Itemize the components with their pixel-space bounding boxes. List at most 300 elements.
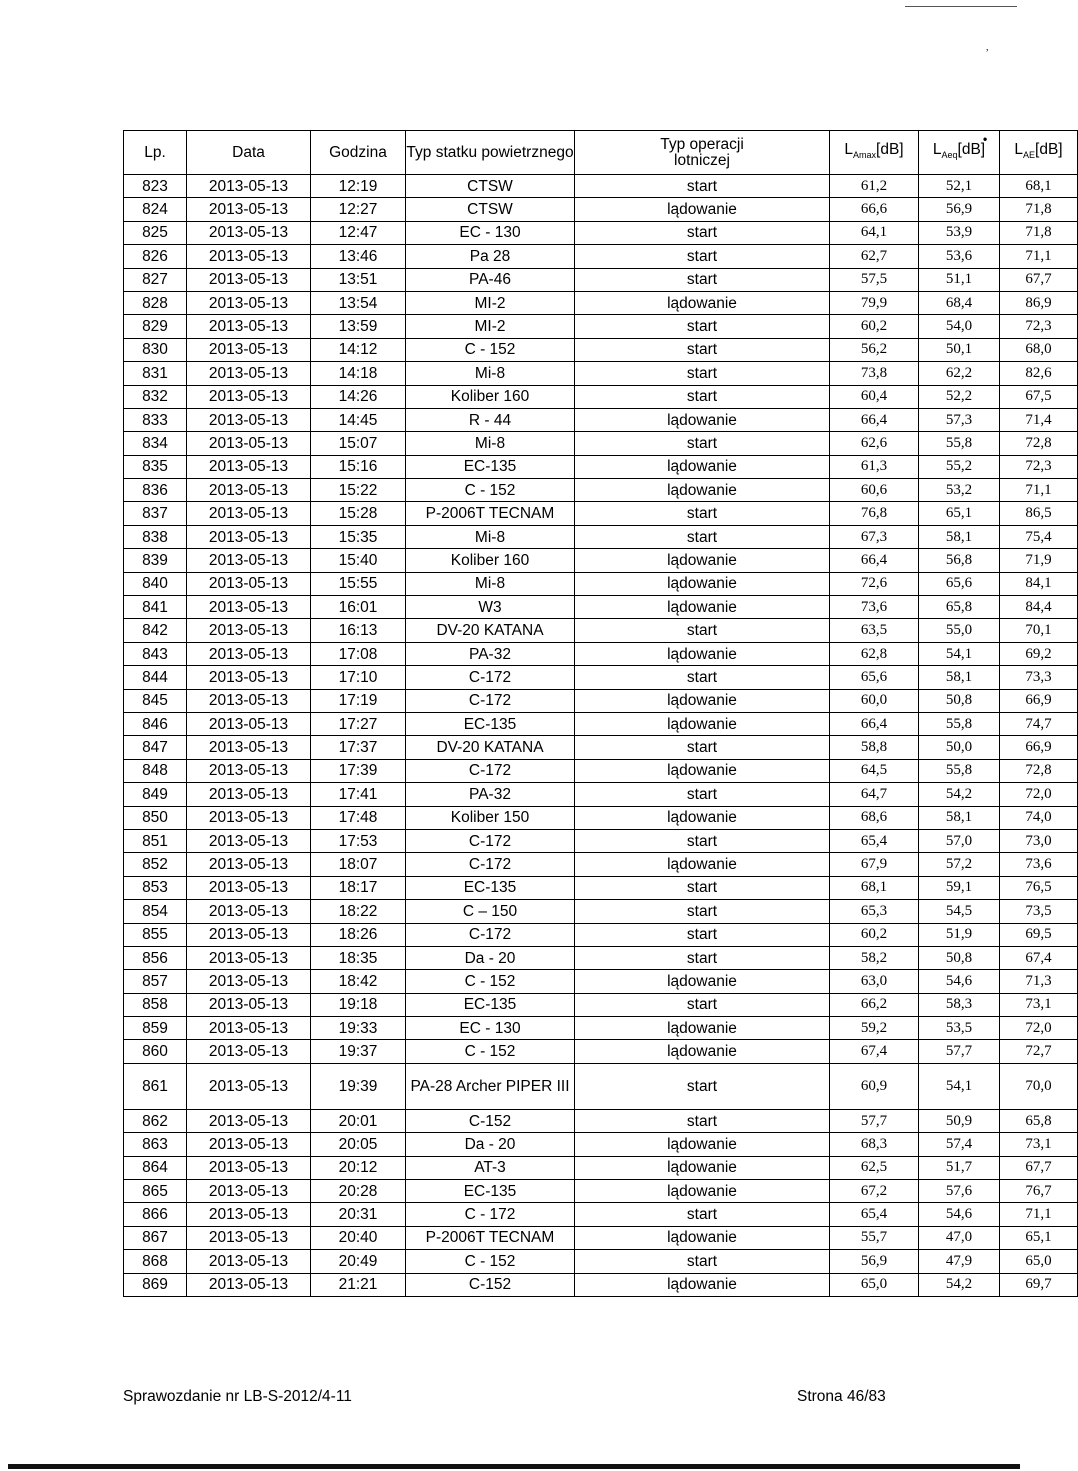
cell-lp: 858 [124,993,187,1016]
cell-date: 2013-05-13 [187,970,311,993]
cell-aircraft: R - 44 [406,408,575,431]
cell-aircraft: Mi-8 [406,525,575,548]
cell-laeq: 65,1 [919,502,1000,525]
table-row [124,783,1078,806]
cell-lae: 68,1 [1000,175,1078,198]
cell-operation: start [575,1109,830,1132]
table-row [124,175,1078,198]
header-godzina: Godzina [311,131,406,175]
cell-date: 2013-05-13 [187,712,311,735]
cell-lp: 852 [124,853,187,876]
cell-laeq: 52,2 [919,385,1000,408]
flight-noise-table [123,130,1078,1297]
cell-laeq: 47,9 [919,1250,1000,1273]
cell-laeq: 57,7 [919,1040,1000,1063]
cell-operation: lądowanie [575,198,830,221]
cell-lae: 72,8 [1000,432,1078,455]
cell-lamax: 65,3 [830,900,919,923]
header-laeq: $L_{Aeq}[dB]$ [919,131,1000,175]
cell-lp: 827 [124,268,187,291]
cell-laeq: 53,6 [919,245,1000,268]
cell-lamax: 73,6 [830,596,919,619]
cell-lamax: 58,8 [830,736,919,759]
cell-operation: lądowanie [575,759,830,782]
table-row [124,946,1078,969]
table-row [124,712,1078,735]
cell-lae: 71,8 [1000,198,1078,221]
cell-lae: 70,1 [1000,619,1078,642]
cell-lae: 72,0 [1000,783,1078,806]
cell-operation: start [575,525,830,548]
cell-time: 18:17 [311,876,406,899]
cell-laeq: 54,6 [919,1203,1000,1226]
cell-lamax: 67,3 [830,525,919,548]
cell-lamax: 66,4 [830,408,919,431]
cell-time: 19:39 [311,1063,406,1109]
table-row [124,900,1078,923]
cell-lamax: 55,7 [830,1226,919,1249]
cell-laeq: 65,6 [919,572,1000,595]
table-row [124,1250,1078,1273]
cell-lamax: 57,7 [830,1109,919,1132]
cell-operation: start [575,432,830,455]
cell-operation: start [575,900,830,923]
cell-laeq: 54,1 [919,1063,1000,1109]
cell-aircraft: EC - 130 [406,221,575,244]
table-row [124,1273,1078,1296]
cell-date: 2013-05-13 [187,572,311,595]
cell-laeq: 51,9 [919,923,1000,946]
cell-aircraft: C - 152 [406,338,575,361]
cell-lae: 71,3 [1000,970,1078,993]
cell-lae: 75,4 [1000,525,1078,548]
table-row [124,315,1078,338]
cell-time: 21:21 [311,1273,406,1296]
table-row [124,619,1078,642]
cell-operation: start [575,502,830,525]
cell-lp: 833 [124,408,187,431]
cell-time: 13:46 [311,245,406,268]
cell-time: 18:22 [311,900,406,923]
cell-date: 2013-05-13 [187,549,311,572]
cell-lp: 849 [124,783,187,806]
cell-operation: start [575,1063,830,1109]
cell-lp: 860 [124,1040,187,1063]
cell-date: 2013-05-13 [187,736,311,759]
cell-lp: 839 [124,549,187,572]
cell-aircraft: C-172 [406,689,575,712]
cell-aircraft: Mi-8 [406,362,575,385]
cell-lamax: 73,8 [830,362,919,385]
cell-aircraft: EC-135 [406,1180,575,1203]
cell-lamax: 66,6 [830,198,919,221]
cell-lae: 84,4 [1000,596,1078,619]
cell-time: 20:01 [311,1109,406,1132]
cell-operation: lądowanie [575,642,830,665]
table-row [124,1133,1078,1156]
cell-laeq: 59,1 [919,876,1000,899]
cell-lp: 832 [124,385,187,408]
cell-time: 15:22 [311,479,406,502]
cell-time: 20:31 [311,1203,406,1226]
cell-date: 2013-05-13 [187,1273,311,1296]
cell-operation: start [575,268,830,291]
cell-aircraft: Mi-8 [406,572,575,595]
header-typ-statku: Typ statku powietrznego [406,131,575,175]
cell-lae: 76,7 [1000,1180,1078,1203]
cell-operation: lądowanie [575,479,830,502]
cell-lp: 845 [124,689,187,712]
cell-operation: start [575,1250,830,1273]
cell-lp: 840 [124,572,187,595]
cell-operation: start [575,315,830,338]
cell-laeq: 58,3 [919,993,1000,1016]
cell-lamax: 67,2 [830,1180,919,1203]
cell-operation: lądowanie [575,596,830,619]
cell-lp: 846 [124,712,187,735]
cell-operation: start [575,245,830,268]
cell-aircraft: DV-20 KATANA [406,736,575,759]
cell-aircraft: Koliber 150 [406,806,575,829]
cell-date: 2013-05-13 [187,362,311,385]
table-row [124,970,1078,993]
cell-date: 2013-05-13 [187,198,311,221]
table-row [124,502,1078,525]
cell-lp: 838 [124,525,187,548]
table-row [124,596,1078,619]
cell-aircraft: C - 172 [406,1203,575,1226]
cell-lamax: 60,4 [830,385,919,408]
cell-lp: 861 [124,1063,187,1109]
cell-aircraft: PA-32 [406,642,575,665]
table-row [124,1180,1078,1203]
cell-operation: lądowanie [575,853,830,876]
cell-aircraft: MI-2 [406,291,575,314]
cell-time: 17:08 [311,642,406,665]
cell-time: 15:40 [311,549,406,572]
cell-time: 17:10 [311,666,406,689]
cell-lae: 68,0 [1000,338,1078,361]
cell-lamax: 76,8 [830,502,919,525]
table-row [124,829,1078,852]
cell-laeq: 65,8 [919,596,1000,619]
cell-time: 17:27 [311,712,406,735]
cell-date: 2013-05-13 [187,1226,311,1249]
cell-lp: 868 [124,1250,187,1273]
cell-operation: lądowanie [575,572,830,595]
page-number: Strona 46/83 [797,1388,886,1405]
cell-lp: 863 [124,1133,187,1156]
cell-lamax: 60,9 [830,1063,919,1109]
cell-operation: start [575,338,830,361]
cell-date: 2013-05-13 [187,619,311,642]
cell-lp: 850 [124,806,187,829]
cell-aircraft: C-152 [406,1273,575,1296]
cell-date: 2013-05-13 [187,946,311,969]
cell-lamax: 65,0 [830,1273,919,1296]
cell-aircraft: C – 150 [406,900,575,923]
cell-lp: 831 [124,362,187,385]
cell-aircraft: EC-135 [406,455,575,478]
cell-operation: lądowanie [575,1226,830,1249]
cell-operation: lądowanie [575,1133,830,1156]
cell-time: 17:53 [311,829,406,852]
table-row [124,408,1078,431]
cell-lae: 72,0 [1000,1017,1078,1040]
cell-laeq: 53,2 [919,479,1000,502]
cell-operation: start [575,385,830,408]
cell-lp: 865 [124,1180,187,1203]
cell-aircraft: C-152 [406,1109,575,1132]
cell-operation: start [575,946,830,969]
cell-time: 17:41 [311,783,406,806]
cell-date: 2013-05-13 [187,806,311,829]
cell-date: 2013-05-13 [187,525,311,548]
cell-operation: start [575,783,830,806]
cell-laeq: 58,1 [919,666,1000,689]
cell-lamax: 68,3 [830,1133,919,1156]
cell-time: 14:12 [311,338,406,361]
cell-aircraft: C-172 [406,666,575,689]
cell-time: 16:13 [311,619,406,642]
cell-time: 18:07 [311,853,406,876]
cell-laeq: 54,2 [919,783,1000,806]
cell-operation: start [575,736,830,759]
cell-aircraft: EC-135 [406,876,575,899]
cell-lamax: 63,0 [830,970,919,993]
cell-lamax: 60,2 [830,923,919,946]
cell-date: 2013-05-13 [187,876,311,899]
cell-lamax: 60,2 [830,315,919,338]
cell-operation: lądowanie [575,408,830,431]
table-row [124,666,1078,689]
scan-mark: , [986,42,989,53]
cell-lamax: 62,8 [830,642,919,665]
cell-lae: 71,8 [1000,221,1078,244]
cell-lp: 857 [124,970,187,993]
cell-aircraft: CTSW [406,175,575,198]
cell-lae: 72,7 [1000,1040,1078,1063]
cell-lp: 825 [124,221,187,244]
cell-date: 2013-05-13 [187,338,311,361]
cell-date: 2013-05-13 [187,1109,311,1132]
cell-operation: start [575,876,830,899]
cell-lamax: 63,5 [830,619,919,642]
table-row [124,268,1078,291]
cell-aircraft: PA-46 [406,268,575,291]
cell-lamax: 68,1 [830,876,919,899]
cell-laeq: 56,8 [919,549,1000,572]
cell-lp: 837 [124,502,187,525]
cell-lp: 824 [124,198,187,221]
cell-operation: start [575,993,830,1016]
cell-aircraft: P-2006T TECNAM [406,502,575,525]
cell-operation: lądowanie [575,970,830,993]
cell-aircraft: C-172 [406,923,575,946]
cell-lamax: 65,4 [830,829,919,852]
cell-laeq: 50,0 [919,736,1000,759]
report-number: Sprawozdanie nr LB-S-2012/4-11 [123,1388,352,1405]
cell-lae: 72,3 [1000,455,1078,478]
cell-operation: lądowanie [575,689,830,712]
cell-lp: 864 [124,1156,187,1179]
table-row [124,245,1078,268]
scan-mark: • [983,132,988,146]
cell-operation: start [575,175,830,198]
cell-operation: lądowanie [575,549,830,572]
cell-time: 18:26 [311,923,406,946]
table-row [124,572,1078,595]
table-row [124,1017,1078,1040]
cell-lae: 71,1 [1000,1203,1078,1226]
cell-laeq: 50,8 [919,946,1000,969]
cell-lae: 67,7 [1000,1156,1078,1179]
cell-date: 2013-05-13 [187,900,311,923]
cell-laeq: 51,7 [919,1156,1000,1179]
cell-date: 2013-05-13 [187,245,311,268]
cell-laeq: 54,5 [919,900,1000,923]
cell-lp: 834 [124,432,187,455]
cell-laeq: 55,2 [919,455,1000,478]
cell-date: 2013-05-13 [187,1063,311,1109]
cell-time: 17:39 [311,759,406,782]
cell-date: 2013-05-13 [187,1203,311,1226]
cell-time: 15:07 [311,432,406,455]
cell-aircraft: AT-3 [406,1156,575,1179]
cell-date: 2013-05-13 [187,479,311,502]
cell-date: 2013-05-13 [187,175,311,198]
cell-lp: 841 [124,596,187,619]
cell-date: 2013-05-13 [187,315,311,338]
cell-date: 2013-05-13 [187,432,311,455]
cell-lamax: 61,3 [830,455,919,478]
cell-lamax: 72,6 [830,572,919,595]
cell-lamax: 57,5 [830,268,919,291]
table-row [124,198,1078,221]
cell-laeq: 68,4 [919,291,1000,314]
cell-lamax: 65,6 [830,666,919,689]
cell-date: 2013-05-13 [187,596,311,619]
cell-date: 2013-05-13 [187,783,311,806]
cell-operation: start [575,666,830,689]
cell-aircraft: PA-28 Archer PIPER III [406,1063,575,1109]
table-row [124,642,1078,665]
cell-lae: 67,5 [1000,385,1078,408]
cell-date: 2013-05-13 [187,385,311,408]
cell-lp: 836 [124,479,187,502]
cell-aircraft: W3 [406,596,575,619]
cell-aircraft: Da - 20 [406,1133,575,1156]
cell-lae: 65,1 [1000,1226,1078,1249]
cell-aircraft: Mi-8 [406,432,575,455]
cell-operation: lądowanie [575,291,830,314]
cell-laeq: 55,8 [919,432,1000,455]
table-row [124,455,1078,478]
table-row [124,1203,1078,1226]
cell-time: 17:19 [311,689,406,712]
cell-lae: 72,8 [1000,759,1078,782]
cell-laeq: 53,9 [919,221,1000,244]
table-row [124,1226,1078,1249]
table-row [124,338,1078,361]
cell-lae: 71,9 [1000,549,1078,572]
cell-date: 2013-05-13 [187,829,311,852]
cell-time: 19:37 [311,1040,406,1063]
cell-lp: 853 [124,876,187,899]
table-row [124,432,1078,455]
cell-date: 2013-05-13 [187,1040,311,1063]
cell-lamax: 59,2 [830,1017,919,1040]
cell-time: 18:35 [311,946,406,969]
cell-date: 2013-05-13 [187,642,311,665]
cell-lp: 859 [124,1017,187,1040]
cell-operation: lądowanie [575,806,830,829]
cell-laeq: 50,1 [919,338,1000,361]
table-row [124,385,1078,408]
cell-laeq: 52,1 [919,175,1000,198]
table-row [124,853,1078,876]
cell-time: 19:33 [311,1017,406,1040]
cell-lamax: 58,2 [830,946,919,969]
cell-aircraft: C-172 [406,853,575,876]
cell-operation: lądowanie [575,1156,830,1179]
cell-lae: 65,8 [1000,1109,1078,1132]
table-row [124,759,1078,782]
cell-operation: start [575,1203,830,1226]
cell-time: 20:28 [311,1180,406,1203]
cell-lae: 86,9 [1000,291,1078,314]
cell-operation: lądowanie [575,1180,830,1203]
cell-lamax: 65,4 [830,1203,919,1226]
cell-time: 15:35 [311,525,406,548]
table-row [124,1109,1078,1132]
cell-lae: 73,1 [1000,993,1078,1016]
cell-time: 12:47 [311,221,406,244]
table-row [124,1063,1078,1109]
cell-laeq: 51,1 [919,268,1000,291]
cell-operation: start [575,829,830,852]
cell-lae: 73,1 [1000,1133,1078,1156]
cell-lamax: 61,2 [830,175,919,198]
cell-laeq: 55,8 [919,712,1000,735]
cell-date: 2013-05-13 [187,923,311,946]
cell-lae: 74,0 [1000,806,1078,829]
cell-aircraft: C - 152 [406,1040,575,1063]
cell-operation: start [575,923,830,946]
cell-date: 2013-05-13 [187,1133,311,1156]
cell-date: 2013-05-13 [187,853,311,876]
cell-laeq: 62,2 [919,362,1000,385]
cell-lamax: 79,9 [830,291,919,314]
cell-lp: 854 [124,900,187,923]
cell-operation: lądowanie [575,1017,830,1040]
cell-date: 2013-05-13 [187,759,311,782]
cell-lae: 82,6 [1000,362,1078,385]
cell-time: 14:26 [311,385,406,408]
cell-date: 2013-05-13 [187,502,311,525]
cell-lp: 829 [124,315,187,338]
cell-date: 2013-05-13 [187,291,311,314]
cell-lamax: 68,6 [830,806,919,829]
cell-lp: 867 [124,1226,187,1249]
cell-lp: 866 [124,1203,187,1226]
header-row [124,131,1078,175]
cell-lae: 84,1 [1000,572,1078,595]
cell-operation: lądowanie [575,1273,830,1296]
table-row [124,689,1078,712]
cell-lp: 851 [124,829,187,852]
cell-operation: start [575,619,830,642]
